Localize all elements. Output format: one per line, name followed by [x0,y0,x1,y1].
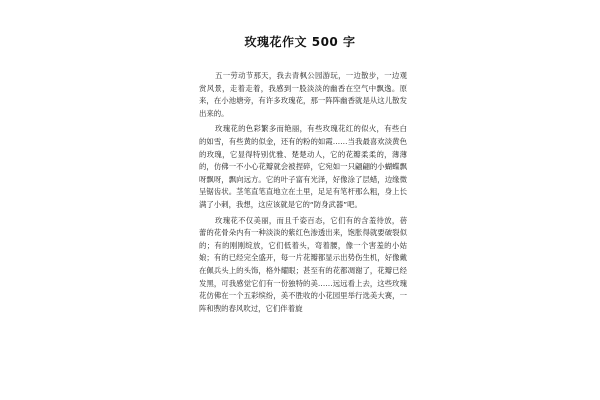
paragraph-2: 玫瑰花的色彩繁多而艳丽，有些玫瑰花红的似火，有些白的如雪，有些黄的似金，还有的粉的如霞……当我最喜欢淡黄色的玫瑰，它显得特别优雅、楚楚动人，它的花瓣柔柔的，薄薄的，仿佛一不小心花瓣就会被捏碎，它宛如一只翩翩的小蝴蝶飘呀飘呀，飘向远方。它的叶子富有光泽，好像涂了层蜡，边缘微呈锯齿状。茎笔直笔直地立在土里，足足有笔杆那么粗，身上长满了小刺，我想，这应该就是它的“防身武器”吧。 [199,124,407,209]
page-title: 玫瑰花作文 500 字 [244,35,356,49]
paragraph-1: 五一劳动节那天，我去青枫公园游玩，一边散步，一边观赏风景，走着走着，我感到一股淡淡的幽香在空气中飘逸。原来，在小池塘旁，有许多玫瑰花，那一阵阵幽香就是从这儿散发出来的。 [199,71,407,118]
article-body [199,70,407,318]
paragraph-3: 玫瑰花不仅美丽，而且千姿百态，它们有的含羞待放，蓓蕾的花骨朵内有一种淡淡的紫红色渗透出来，饱胀得就要破裂似的；有的刚刚绽放，它们低着头，弯着腰，像一个害羞的小姑娘；有的已经完全盛开，每一片花瓣都显示出势伤生机，好像戴在佩兵头上的头饰，格外耀眼；甚至有的花都凋谢了，花瓣已经发黑，可我感觉它们有一份独特的美……远远看上去，这些玫瑰花仿佛在一个五彩缤纷，美不胜收的小花园里举行选美大赛，一阵和煦的春风吹过，它们伴着旋 [199,215,407,313]
